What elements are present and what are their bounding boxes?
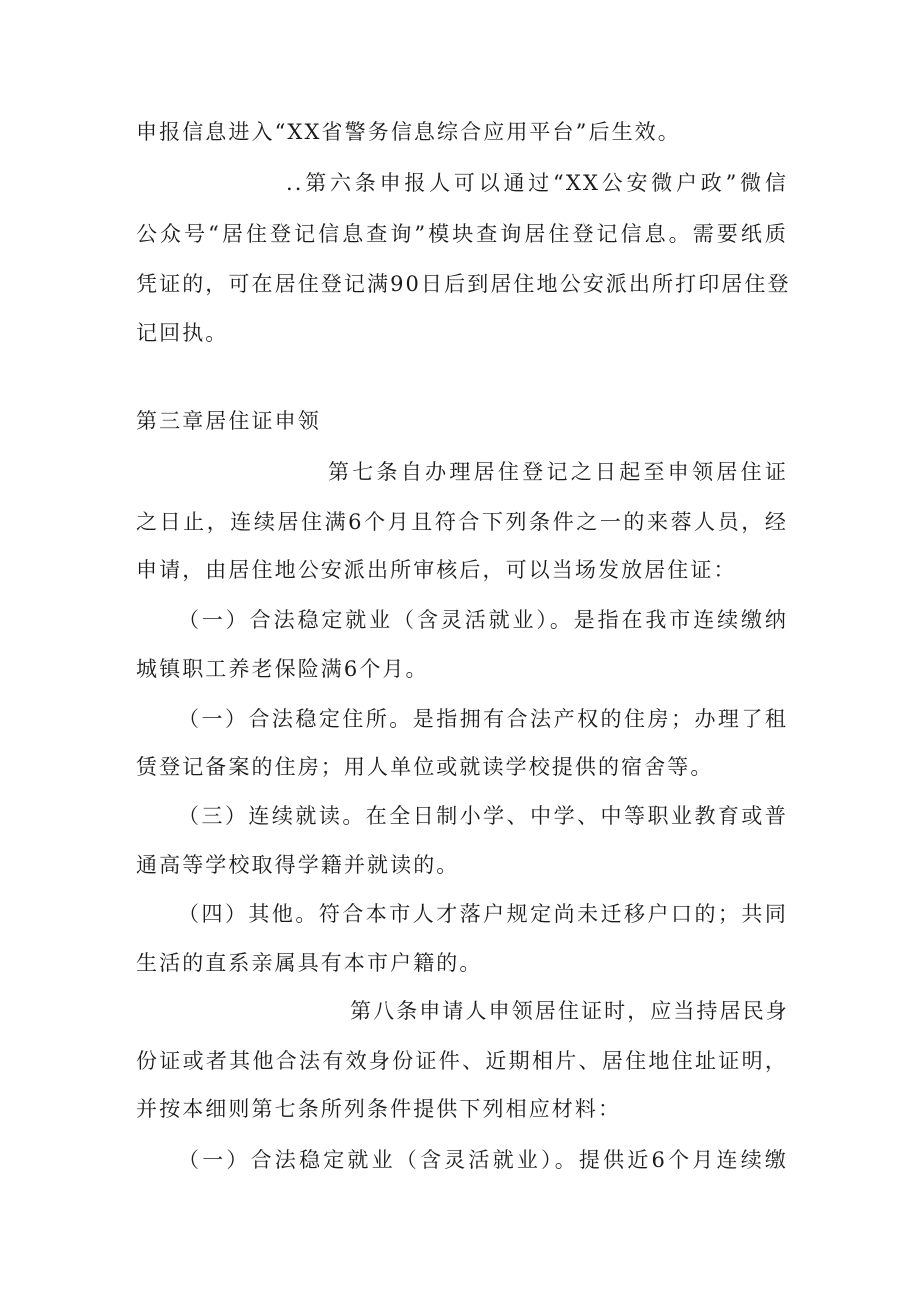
chapter-heading: 第三章居住证申领 [136,409,321,433]
list-item-line: （一）合法稳定住所。是指拥有合法产权的住房；办理了租 [178,707,788,731]
article-6-heading-line: ..第六条申报人可以通过“XX公安微户政”微信 [286,171,788,195]
text-line: 申请，由居住地公安派出所审核后，可以当场发放居住证： [136,558,737,582]
text-line: 凭证的，可在居住登记满90日后到居住地公安派出所打印居住登 [136,272,791,296]
text-line: 之日止，连续居住满6个月且符合下列条件之一的来蓉人员，经 [136,510,788,534]
text-line: 赁登记备案的住房；用人单位或就读学校提供的宿舍等。 [136,755,714,779]
list-item-line: （一）合法稳定就业（含灵活就业）。是指在我市连续缴纳 [178,608,788,632]
article-8-heading-line: 第八条申请人申领居住证时，应当持居民身 [350,999,789,1023]
list-item-line: （三）连续就读。在全日制小学、中学、中等职业教育或普 [178,804,788,828]
text-line: 申报信息进入“XX省警务信息综合应用平台”后生效。 [136,120,681,144]
text-line: 记回执。 [136,321,229,345]
text-line: 份证或者其他合法有效身份证件、近期相片、居住地住址证明， [136,1049,788,1073]
text-line: 公众号“居住登记信息查询”模块查询居住登记信息。需要纸质 [136,222,788,246]
article-7-heading-line: 第七条自办理居住登记之日起至申领居住证 [328,460,788,484]
text-line: 并按本细则第七条所列条件提供下列相应材料： [136,1097,622,1121]
list-item-line: （一）合法稳定就业（含灵活就业）。提供近6个月连续缴 [178,1148,788,1172]
text-line: 通高等学校取得学籍并就读的。 [136,853,460,877]
text-line: 城镇职工养老保险满6个月。 [136,657,429,681]
list-item-line: （四）其他。符合本市人才落户规定尚未迁移户口的；共同 [178,902,788,926]
text-line: 生活的直系亲属具有本市户籍的。 [136,951,483,975]
